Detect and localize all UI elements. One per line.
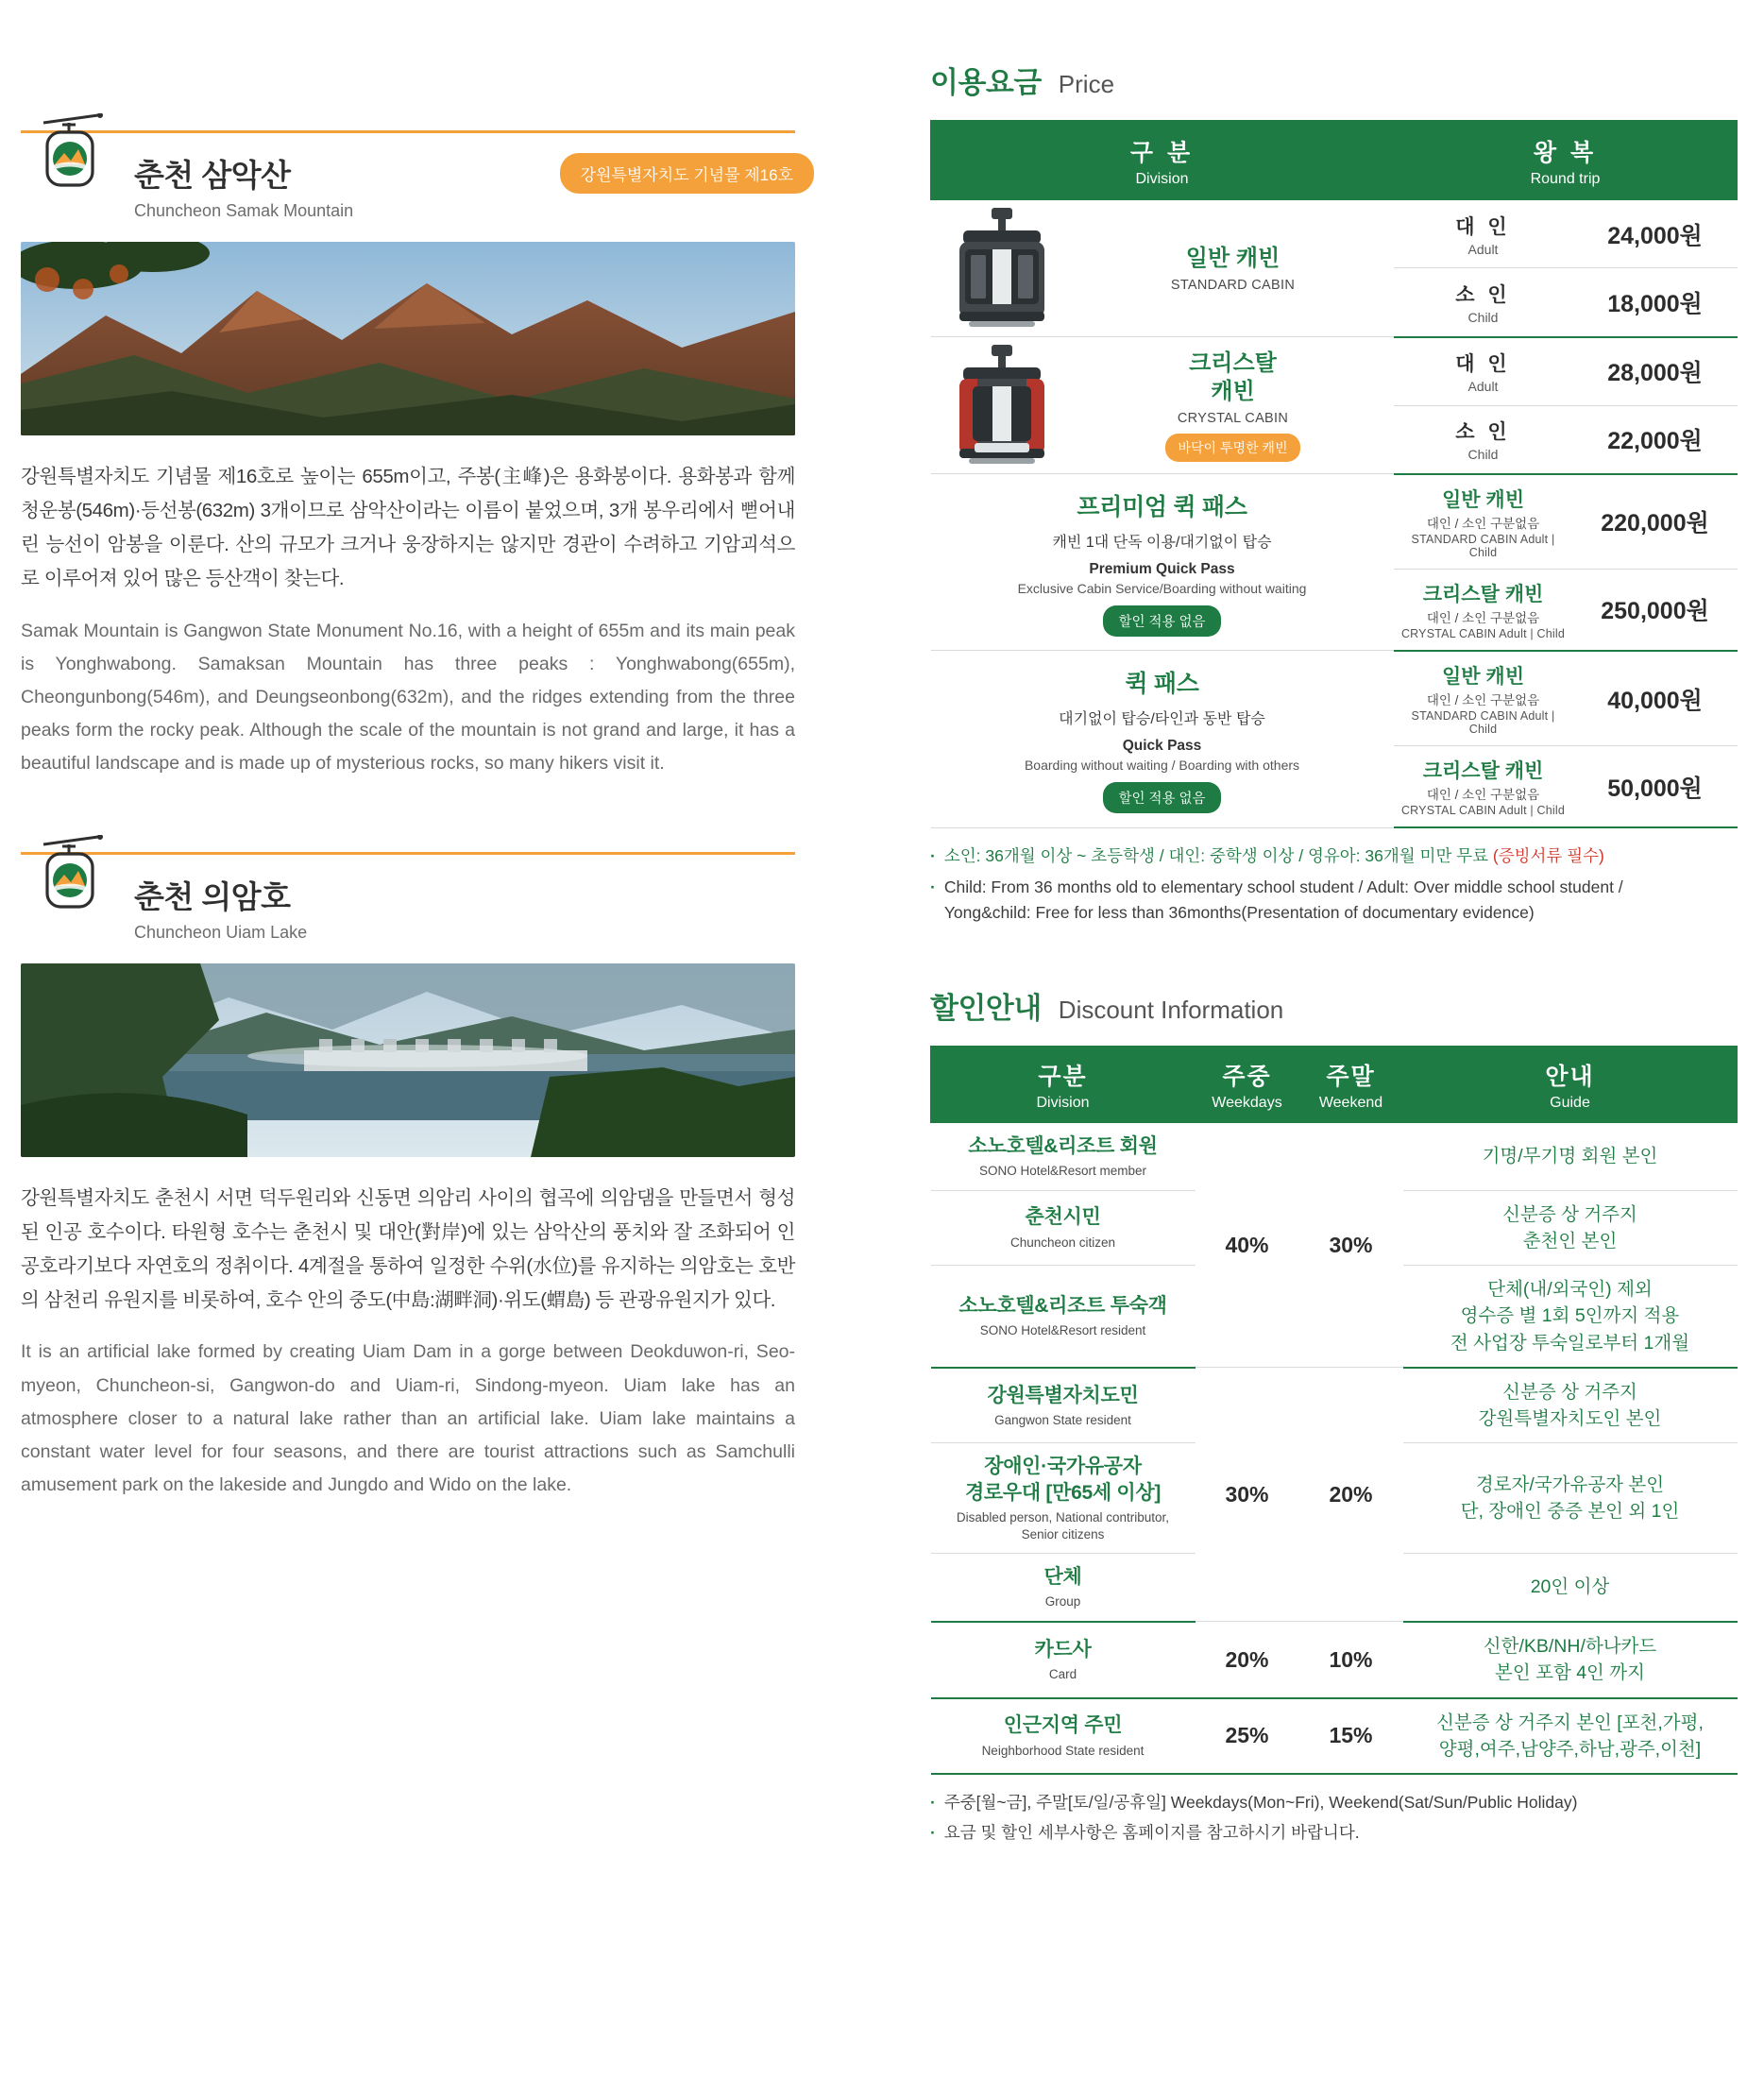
discount-weekend: 10%: [1299, 1622, 1403, 1698]
body-korean: 강원특별자치도 춘천시 서면 덕두원리와 신동면 의암리 사이의 협곡에 의암댐을 만들면서 형성된 인공 호수이다. 타원형 호수는 춘천시 및 대안(對岸)에 있는 삼악산의 풍치와 잘 조화되어 인공호라기보다 자연호의 정취이다. 4계절을 통하여 일정한 수위(水位)를 유지하는 의암호는 호반의 삼천리 유원지를 비롯하여, 호수 안의 중도(中島:湖畔洞)·위도(蝟島) 등 관광유원지가 있다.: [21, 1186, 795, 1311]
header-division: 구분 Division: [931, 1046, 1196, 1122]
note-item: · 소인: 36개월 이상 ~ 초등학생 / 대인: 중학생 이상 / 영유아: 36개월 미만 무료 (증빙서류 필수): [930, 843, 1738, 869]
bullet-icon: ·: [930, 1793, 936, 1813]
discount-block: [930, 984, 1738, 1847]
discount-weekday: 40%: [1196, 1122, 1299, 1368]
body-english: Samak Mountain is Gangwon State Monument No.16, with a height of 655m and its main peak is Yonghwabong. Samaksan Mountain has three peaks : Yonghwabong(655m), Cheongunbong(546m), and Deungseonbong(632m), and the ridges extending from the three peaks form the rocky peak. Although the scale of the mountain is not grand and large, it has a beautiful landscape and is made up of mysterious rocks, so many hikers visit it.: [21, 620, 795, 774]
grade-child: 소 인 Child: [1394, 405, 1573, 474]
cabin-note-badge: 바닥이 투명한 캐빈: [1165, 434, 1301, 462]
discount-guide: 신분증 상 거주지 춘천인 본인: [1403, 1190, 1738, 1266]
right-column: [930, 59, 1738, 1850]
option-crystal: 크리스탈 캐빈 대인 / 소인 구분없음 CRYSTAL CABIN Adult | Child: [1394, 569, 1573, 651]
table-row: [931, 200, 1738, 268]
discount-weekend: 15%: [1299, 1698, 1403, 1775]
discount-weekend: 20%: [1299, 1368, 1403, 1622]
package-premium-quick-pass: 프리미엄 퀵 패스 캐빈 1대 단독 이용/대기없이 탑승 Premium Quick Pass Exclusive Cabin Service/Boarding without waiting 할인 적용 없음: [931, 474, 1394, 651]
option-crystal: 크리스탈 캐빈 대인 / 소인 구분없음 CRYSTAL CABIN Adult | Child: [1394, 746, 1573, 828]
table-row: [931, 1122, 1738, 1190]
price-quick-standard: 40,000원: [1573, 651, 1738, 746]
discount-weekend: 30%: [1299, 1122, 1403, 1368]
table-header-row: [931, 121, 1738, 200]
grade-child: 소 인 Child: [1394, 268, 1573, 337]
discount-guide: 신한/KB/NH/하나카드 본인 포함 4인 까지: [1403, 1622, 1738, 1698]
grade-adult: 대 인 Adult: [1394, 200, 1573, 268]
bullet-icon: ·: [930, 1823, 936, 1843]
price-heading-ko: 이용요금: [930, 66, 1042, 99]
status-badge: 강원특별자치도 기념물 제16호: [560, 153, 814, 194]
discount-table: [930, 1046, 1738, 1775]
standard-cabin-icon: [931, 200, 1073, 337]
crystal-cabin-icon: [931, 337, 1073, 474]
table-row: [931, 337, 1738, 406]
discount-guide: 신분증 상 거주지 본인 [포천,가평, 양평,여주,남양주,하남,광주,이천]: [1403, 1698, 1738, 1775]
discount-guide: 신분증 상 거주지 강원특별자치도인 본인: [1403, 1368, 1738, 1443]
note-item: · Child: From 36 months old to elementary school student / Adult: Over middle school student / Yong&child: Free for less than 36months(Presentation of documentary evidence): [930, 875, 1738, 926]
body-korean: 강원특별자치도 기념물 제16호로 높이는 655m이고, 주봉(主峰)은 용화봉이다. 용화봉과 함께 청운봉(546m)·등선봉(632m) 3개이므로 삼악산이라는 이름이 붙었으며, 3개 봉우리에서 뻗어내린 능선이 암봉을 이룬다. 산의 규모가 크거나 웅장하지는 않지만 경관이 수려하고 기암괴석으로 이루어져 있어 많은 등산객이 찾는다.: [21, 466, 795, 589]
discount-weekday: 20%: [1196, 1622, 1299, 1698]
discount-guide: 단체(내/외국인) 제외 영수증 별 1회 5인까지 적용 전 사업장 투숙일로부터 1개월: [1403, 1266, 1738, 1368]
price-heading-en: Price: [1058, 70, 1115, 98]
discount-weekday: 25%: [1196, 1698, 1299, 1775]
note-item: · 주중[월~금], 주말[토/일/공휴일] Weekdays(Mon~Fri), Weekend(Sat/Sun/Public Holiday): [930, 1790, 1738, 1815]
price-standard-adult: 24,000원: [1573, 200, 1738, 268]
discount-target: 카드사 Card: [931, 1622, 1196, 1698]
page-subtitle: Chuncheon Uiam Lake: [134, 922, 308, 942]
discount-guide: 기명/무기명 회원 본인: [1403, 1122, 1738, 1190]
price-quick-crystal: 50,000원: [1573, 746, 1738, 828]
bullet-icon: ·: [930, 846, 936, 866]
header-weekdays: 주중 Weekdays: [1196, 1046, 1299, 1122]
price-premium-crystal: 250,000원: [1573, 569, 1738, 651]
discount-target: 장애인·국가유공자 경로우대 [만65세 이상] Disabled person, National contributor, Senior citizens: [931, 1443, 1196, 1554]
discount-weekday: 30%: [1196, 1368, 1299, 1622]
discount-target: 단체 Group: [931, 1554, 1196, 1622]
discount-heading-en: Discount Information: [1058, 995, 1284, 1024]
note-item: · 요금 및 할인 세부사항은 홈페이지를 참고하시기 바랍니다.: [930, 1820, 1738, 1846]
header-roundtrip: 왕 복 Round trip: [1394, 121, 1738, 200]
option-standard: 일반 캐빈 대인 / 소인 구분없음 STANDARD CABIN Adult | Child: [1394, 474, 1573, 570]
discount-guide: 경로자/국가유공자 본인 단, 장애인 중증 본인 외 1인: [1403, 1443, 1738, 1554]
cabin-name-crystal: 크리스탈 캐빈 CRYSTAL CABIN 바닥이 투명한 캐빈: [1073, 337, 1394, 474]
no-discount-badge: 할인 적용 없음: [1103, 605, 1220, 637]
price-crystal-adult: 28,000원: [1573, 337, 1738, 406]
discount-heading-ko: 할인안내: [930, 991, 1042, 1025]
table-row: [931, 1368, 1738, 1443]
page-subtitle: Chuncheon Samak Mountain: [134, 201, 354, 220]
discount-notes: [930, 1790, 1738, 1846]
samak-mountain-photo: [21, 242, 795, 435]
table-row: [931, 1622, 1738, 1698]
divider: [21, 130, 795, 133]
no-discount-badge: 할인 적용 없음: [1103, 782, 1220, 813]
discount-target: 인근지역 주민 Neighborhood State resident: [931, 1698, 1196, 1775]
option-standard: 일반 캐빈 대인 / 소인 구분없음 STANDARD CABIN Adult | Child: [1394, 651, 1573, 746]
price-notes: [930, 843, 1738, 925]
price-standard-child: 18,000원: [1573, 268, 1738, 337]
page-title: 춘천 의암호: [134, 878, 291, 914]
grade-adult: 대 인 Adult: [1394, 337, 1573, 406]
cable-car-icon: [38, 835, 108, 916]
package-quick-pass: 퀵 패스 대기없이 탑승/타인과 동반 탑승 Quick Pass Boarding without waiting / Boarding with others 할인 적용 없음: [931, 651, 1394, 827]
cabin-name-standard: 일반 캐빈 STANDARD CABIN: [1073, 200, 1394, 337]
discount-target: 강원특별자치도민 Gangwon State resident: [931, 1368, 1196, 1443]
discount-heading: [930, 984, 1738, 1027]
left-column: [21, 113, 823, 1502]
discount-target: 춘천시민 Chuncheon citizen: [931, 1190, 1196, 1266]
table-row: [931, 1698, 1738, 1775]
price-heading: [930, 59, 1738, 101]
uiam-lake-photo: [21, 963, 795, 1157]
discount-target: 소노호텔&리조트 회원 SONO Hotel&Resort member: [931, 1122, 1196, 1190]
section-samak-mountain: [21, 113, 823, 221]
page-title: 춘천 삼악산: [134, 158, 291, 193]
table-header-row: [931, 1046, 1738, 1122]
table-row: [931, 474, 1738, 570]
price-premium-standard: 220,000원: [1573, 474, 1738, 570]
price-table: [930, 120, 1738, 828]
header-guide: 안내 Guide: [1403, 1046, 1738, 1122]
body-english: It is an artificial lake formed by creating Uiam Dam in a gorge between Deokduwon-ri, Seo-myeon, Chuncheon-si, Gangwon-do and Uiam-ri, Sindong-myeon. Uiam lake has an atmosphere closer to a natural lake rather than an artificial lake. Uiam lake maintains a constant water level for four seasons, and there are tourist attractions such as Samchulli amusement park on the lakeside and Jungdo and Wido on the lake.: [21, 1341, 795, 1495]
divider: [21, 852, 795, 855]
section-uiam-lake: [21, 835, 823, 943]
header-weekend: 주말 Weekend: [1299, 1046, 1403, 1122]
bullet-icon: ·: [930, 877, 936, 896]
price-crystal-child: 22,000원: [1573, 405, 1738, 474]
table-row: [931, 651, 1738, 746]
header-division: 구 분 Division: [931, 121, 1394, 200]
discount-guide: 20인 이상: [1403, 1554, 1738, 1622]
cable-car-icon: [38, 113, 108, 195]
discount-target: 소노호텔&리조트 투숙객 SONO Hotel&Resort resident: [931, 1266, 1196, 1368]
